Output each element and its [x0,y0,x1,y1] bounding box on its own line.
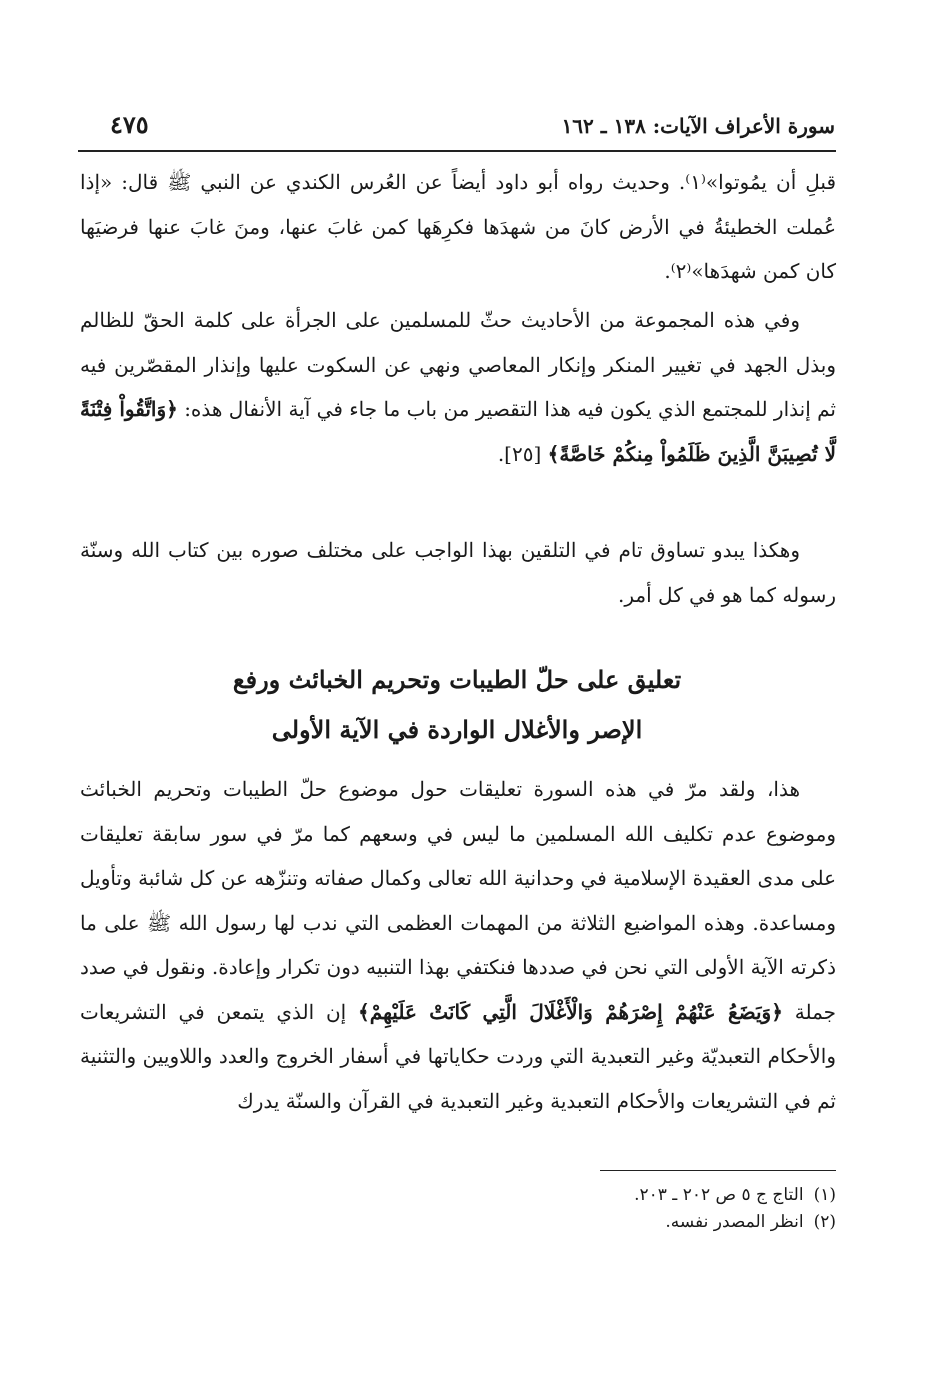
footnote-1-mark: (١) [813,1185,836,1205]
paragraph-2 [80,298,836,476]
paragraph-2-text: وفي هذه المجموعة من الأحاديث حثّ للمسلمين على الجرأة على كلمة الحقّ للظالم وبذل الجهد في تغيير المنكر وإنكار المعاصي ونهي عن السكوت عليها وإنذار المقصّرين فيه ثم إنذار للمجتمع الذي يكون فيه هذا التقصير من باب ما جاء في آية الأنفال هذه: [80,308,836,421]
footnote-1-text: التاج ج ٥ ص ٢٠٢ ـ ٢٠٣. [634,1185,804,1205]
footnote-2-text: انظر المصدر نفسه. [665,1212,804,1232]
section-heading-line-2: الإصر والأغلال الواردة في الآية الأولى [271,715,643,744]
paragraph-3-text: وهكذا يبدو تساوق تام في التلقين بهذا الواجب على مختلف صوره بين كتاب الله وسنّة رسوله كما هو في كل أمر. [80,538,836,607]
header-title: سورة الأعراف الآيات: ١٣٨ ـ ١٦٢ [561,114,835,138]
footnote-divider [600,1170,836,1171]
verse-reference: [٢٥]. [497,441,542,466]
section-heading-line-1: تعليق على حلّ الطيبات وتحريم الخبائث ورفع [232,665,682,694]
paragraph-4-text: هذا، ولقد مرّ في هذه السورة تعليقات حول موضوع حلّ الطيبات وتحريم الخبائث وموضوع عدم تكليف الله المسلمين ما ليس في وسعهم كما مرّ في سور سابقة تعليقات على مدى العقيدة الإسلامية في وحدانية الله تعالى وكمال صفاته وتنزّهه عن كل شائبة وتأويل ومساعدة. وهذه المواضيع الثلاثة من المهمات العظمى التي ندب لها رسول الله ﷺ على ما ذكرته الآية الأولى التي نحن في صددها فنكتفي بهذا التنبيه دون تكرار وإعادة. ونقول في صدد جملة [80,777,837,1024]
paragraph-1 [80,160,836,294]
page-number: ٤٧٥ [110,110,149,139]
footnote-2-mark: (٢) [813,1212,836,1232]
header-divider [78,150,836,152]
quran-verse-araf: ﴿وَيَضَعُ عَنْهُمْ إِصْرَهُمْ وَالْأَغْلَالَ الَّتِي كَانَتْ عَلَيْهِمْ﴾ [358,999,783,1024]
quran-verse-anfal: ﴿وَاتَّقُواْ فِتْنَةً لَّا تُصِيبَنَّ الَّذِينَ ظَلَمُواْ مِنكُمْ خَاصَّةً﴾ [80,397,836,466]
paragraph-3 [80,528,836,617]
paragraph-1-text: قبلِ أن يمُوتوا»⁽١⁾. وحديث رواه أبو داود أيضاً عن العُرس الكندي عن النبي ﷺ قال: «إذا عُملت الخطيئةُ في الأرض كانَ من شهدَها فكرِهَها كمن غابَ عنها، ومنَ غابَ عنها فرضيَها كان كمن شهدَها»⁽٢⁾. [80,170,837,283]
paragraph-4-continuation: إن الذي يتمعن في التشريعات والأحكام التعبديّة وغير التعبدية التي وردت حكاياتها في أسفار الخروج والعدد واللاويين والتثنية ثم في التشريعات والأحكام التعبدية وغير التعبدية في القرآن والسنّة يدرك [80,999,836,1113]
footnote-2 [80,1209,836,1236]
footnote-1 [80,1182,836,1209]
footnotes [80,1182,836,1236]
section-heading [78,655,836,755]
running-header [110,108,835,148]
paragraph-4 [80,767,836,1123]
